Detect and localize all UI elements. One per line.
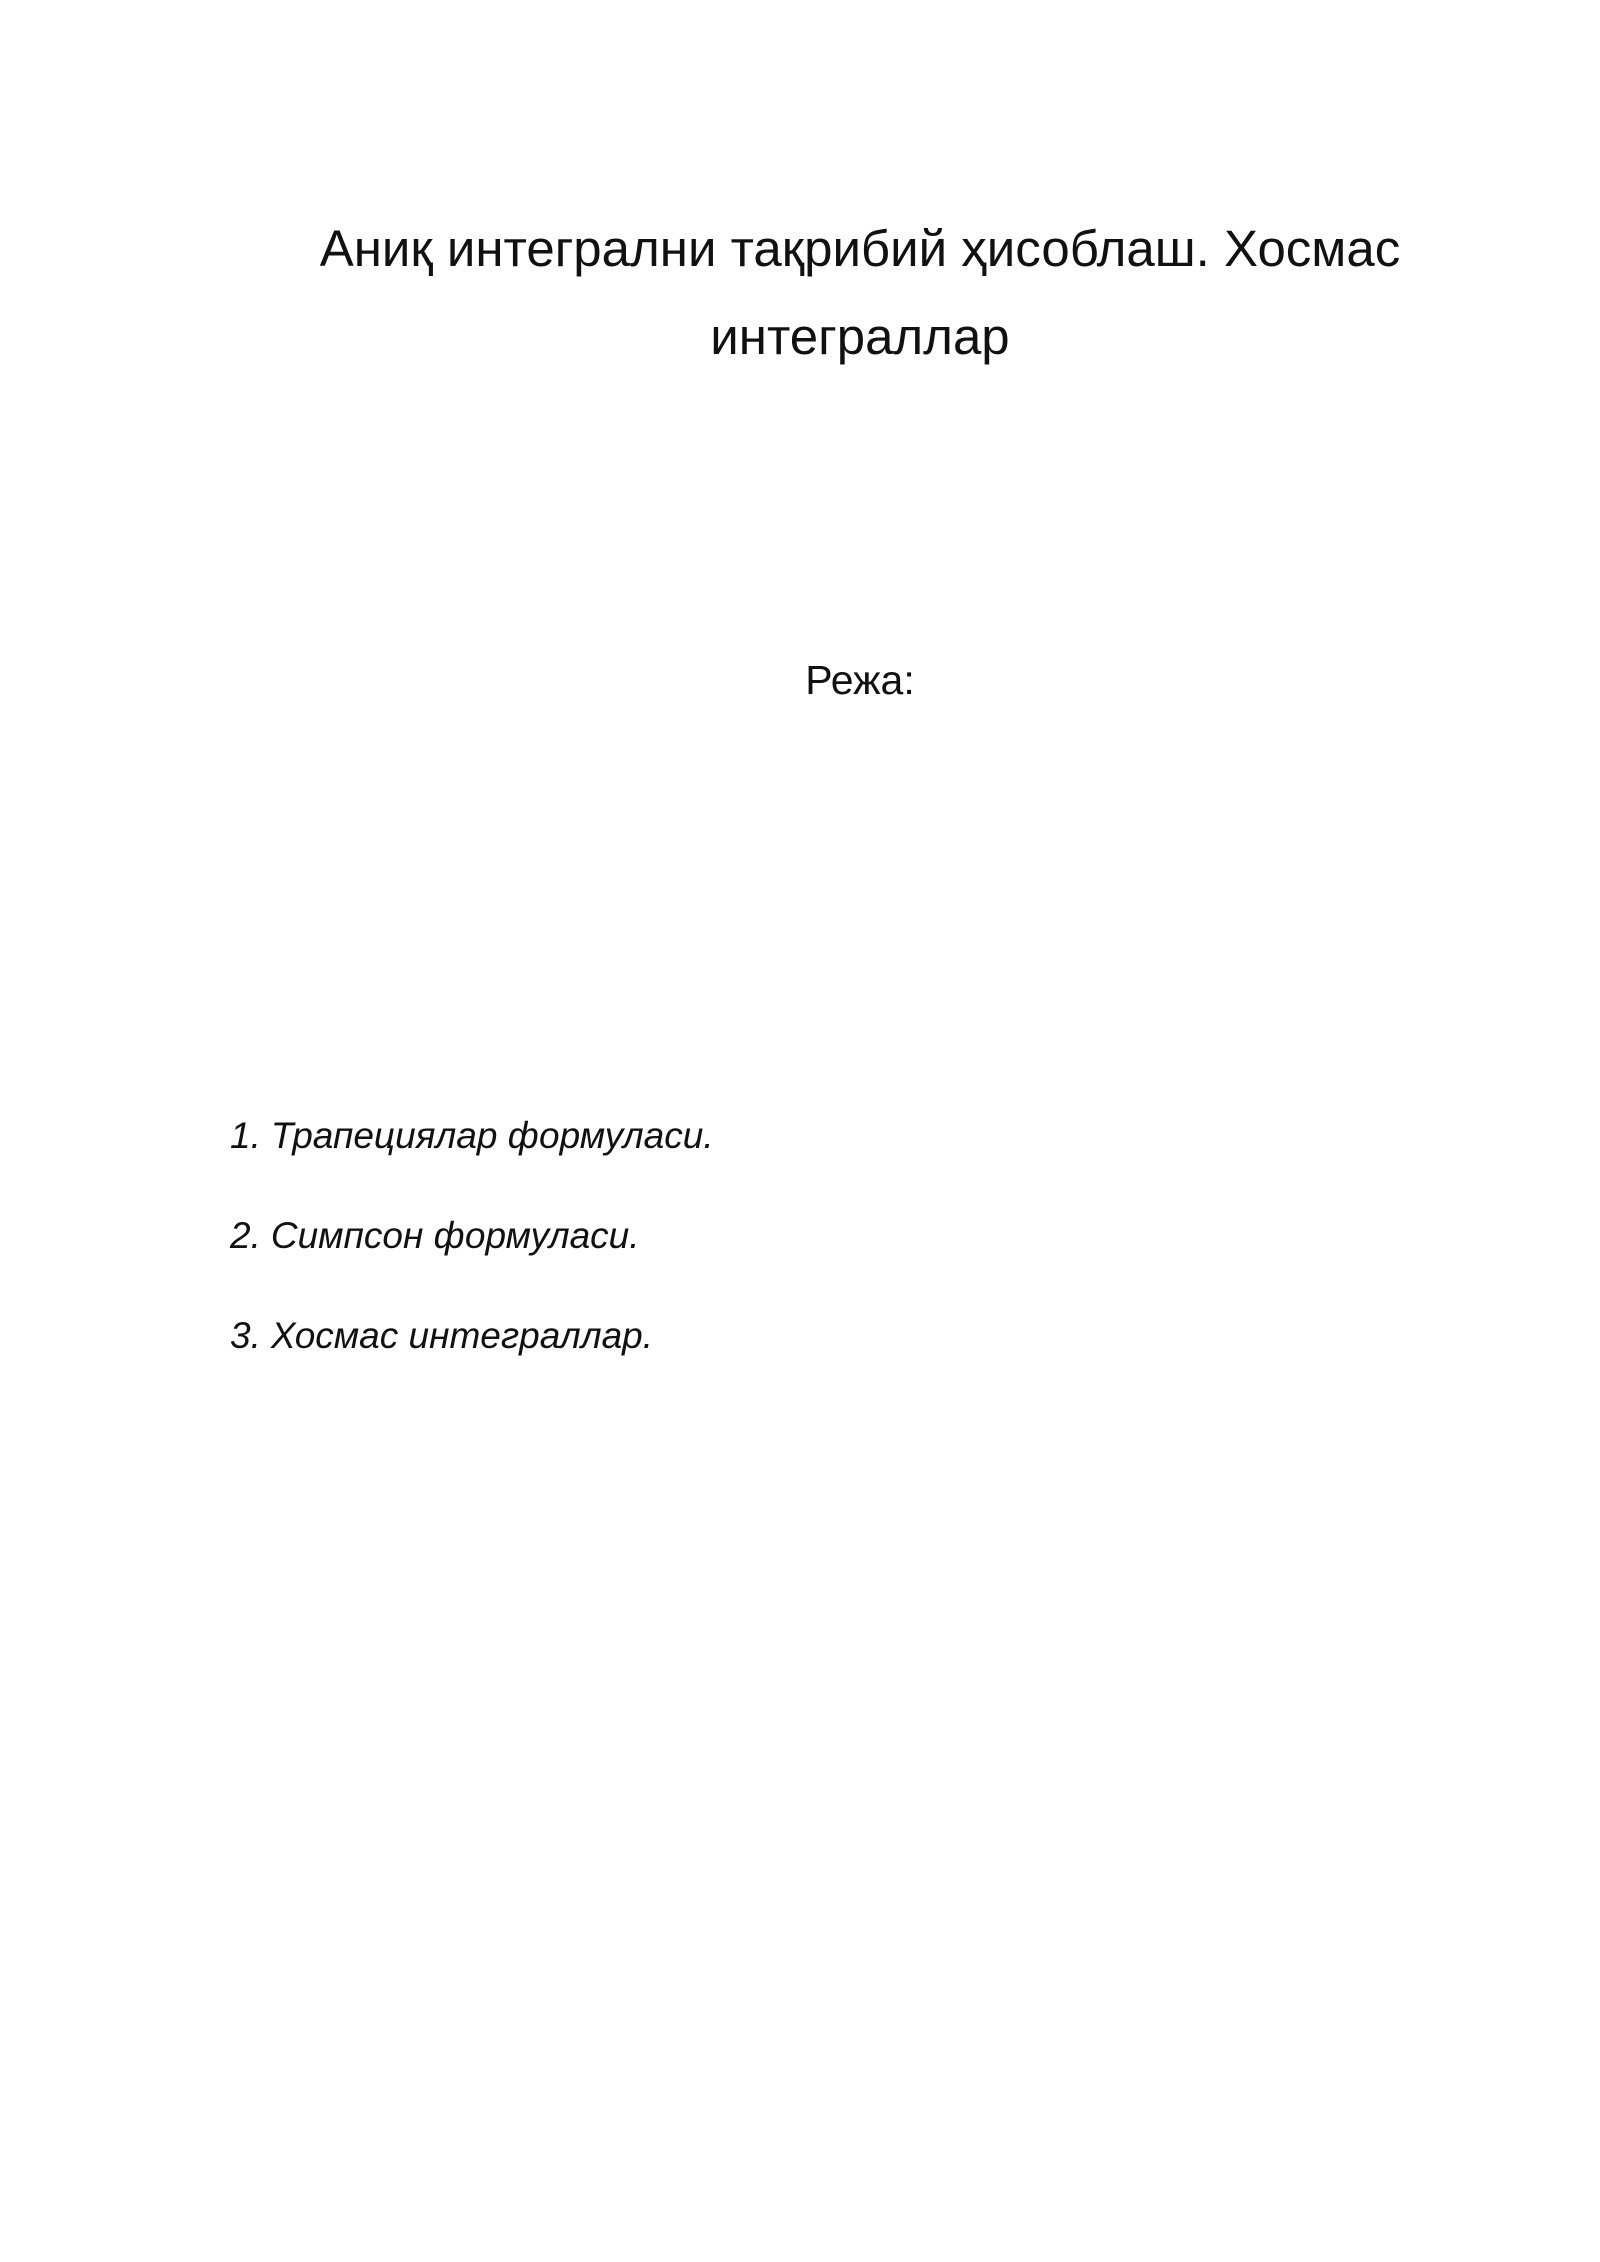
plan-item [230,1210,714,1262]
plan-item-text: Хосмас интеграллар. [270,1315,654,1356]
plan-item-text: Трапециялар формуласи. [270,1115,714,1156]
plan-item [230,1110,714,1162]
plan-item-number: 1. [230,1115,261,1156]
title-line-2: интеграллар [710,308,1010,365]
plan-item-number: 3. [230,1315,261,1356]
plan-heading: Режа: [805,657,915,703]
plan-item [230,1310,714,1362]
plan-list [230,1110,714,1410]
plan-item-text: Симпсон формуласи. [270,1215,640,1256]
plan-item-number: 2. [230,1215,261,1256]
title-line-1: Аниқ интегрални тақрибий ҳисоблаш. Хосмас [319,220,1401,277]
document-title [200,205,1520,381]
